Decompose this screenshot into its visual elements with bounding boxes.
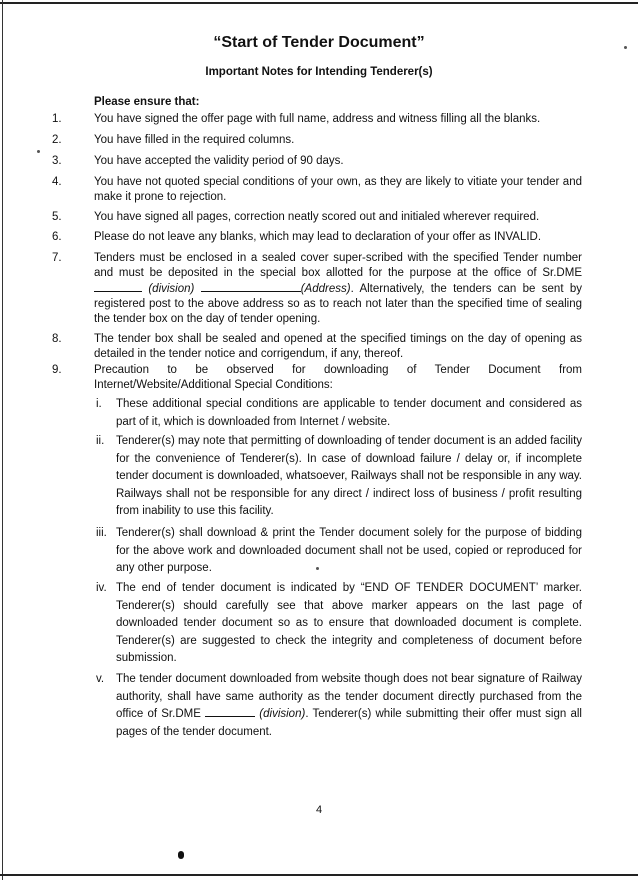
roman-numeral: v. bbox=[96, 673, 105, 685]
sub-item-text: Tenderer(s) shall download & print the Tender document solely for the purpose of bidding for the above work and downloaded document shall not be used, copied or reproduced for any other purpose. bbox=[116, 527, 582, 574]
top-border-line bbox=[0, 2, 638, 4]
item-text: . Alternatively, the tenders can be sent by registered post to the above address so as to reach not later than the specified time of sealing the tender box on the day of tender opening. bbox=[94, 283, 582, 325]
left-border-line bbox=[2, 0, 3, 880]
item-number: 2. bbox=[52, 134, 62, 146]
sub-list-item bbox=[96, 671, 582, 741]
sub-item-text: The end of tender document is indicated by “END OF TENDER DOCUMENT’ marker. Tenderer(s) should carefully see that above marker appears on the last page of downloaded tender document so as to ensure that downloaded document is complete. Tenderer(s) are suggested to check the integrity and completeness of document before submission. bbox=[116, 582, 582, 664]
ensure-heading: Please ensure that: bbox=[94, 96, 200, 108]
roman-numeral: i. bbox=[96, 398, 102, 410]
document-title: “Start of Tender Document” bbox=[213, 34, 425, 51]
item-number: 6. bbox=[52, 231, 62, 243]
item-number: 8. bbox=[52, 333, 62, 345]
bottom-border-line bbox=[0, 874, 638, 876]
item-number: 9. bbox=[52, 364, 62, 376]
blank-line bbox=[94, 281, 142, 292]
item-number: 1. bbox=[52, 113, 62, 125]
list-item: You have signed the offer page with full name, address and witness filling all the blanks. bbox=[94, 113, 541, 125]
page-number: 4 bbox=[315, 804, 323, 816]
sub-item-text: . Tenderer(s) while submitting their offer must sign all pages of the tender document. bbox=[116, 708, 582, 738]
sub-list-item bbox=[96, 525, 582, 578]
item-number: 3. bbox=[52, 155, 62, 167]
roman-numeral: iii. bbox=[96, 527, 107, 539]
address-placeholder: (Address) bbox=[300, 283, 351, 295]
scan-speck bbox=[624, 46, 627, 49]
sub-list-item bbox=[96, 580, 582, 668]
roman-numeral: ii. bbox=[96, 435, 105, 447]
list-item: Please do not leave any blanks, which may lead to declaration of your offer as INVALID. bbox=[94, 231, 542, 243]
sub-item-text: Tenderer(s) may note that permitting of downloading of tender document is an added facility for the convenience of Tenderer(s). In case of download failure / delay or, if incomplete tender document is downloaded, whatsoever, Railways shall not be responsible in any way. Railways shall not be responsible for any direct / indirect loss of business / profit resulting from inability to use this facility. bbox=[116, 435, 583, 517]
list-item: The tender box shall be sealed and opened at the specified timings on the day of opening as detailed in the tender notice and corrigendum, if any, thereof. bbox=[94, 333, 582, 360]
scan-speck bbox=[316, 567, 319, 570]
blank-line bbox=[205, 706, 255, 717]
sub-list-item bbox=[96, 433, 583, 521]
division-placeholder: (division) bbox=[259, 708, 306, 720]
list-item: You have filled in the required columns. bbox=[94, 134, 295, 146]
list-item bbox=[94, 251, 582, 327]
roman-numeral: iv. bbox=[96, 582, 107, 594]
document-subtitle: Important Notes for Intending Tenderer(s) bbox=[205, 66, 433, 78]
item-text: Tenders must be enclosed in a sealed cover super-scribed with the specified Tender number and must be deposited in the special box allotted for the purpose at the office of Sr.DME bbox=[94, 252, 582, 279]
item-number: 5. bbox=[52, 211, 62, 223]
division-placeholder: (division) bbox=[148, 283, 195, 295]
sub-list-item bbox=[96, 396, 582, 431]
scan-speck bbox=[37, 150, 40, 153]
ink-blot bbox=[178, 851, 184, 859]
sub-item-text: These additional special conditions are applicable to tender document and considered as part of it, which is downloaded from Internet / website. bbox=[116, 398, 582, 428]
list-item: You have signed all pages, correction neatly scored out and initialed wherever required. bbox=[94, 211, 540, 223]
blank-line bbox=[201, 281, 301, 292]
list-item: Precaution to be observed for downloading of Tender Document from Internet/Website/Additional Special Conditions: bbox=[94, 364, 582, 391]
list-item: You have not quoted special conditions of your own, as they are likely to vitiate your tender and make it prone to rejection. bbox=[94, 176, 582, 203]
sub-item-text: The tender document downloaded from website though does not bear signature of Railway authority, shall have same authority as the tender document directly purchased from the office of Sr.DME bbox=[116, 673, 582, 720]
item-number: 4. bbox=[52, 176, 62, 188]
list-item: You have accepted the validity period of 90 days. bbox=[94, 155, 344, 167]
item-number: 7. bbox=[52, 252, 62, 264]
